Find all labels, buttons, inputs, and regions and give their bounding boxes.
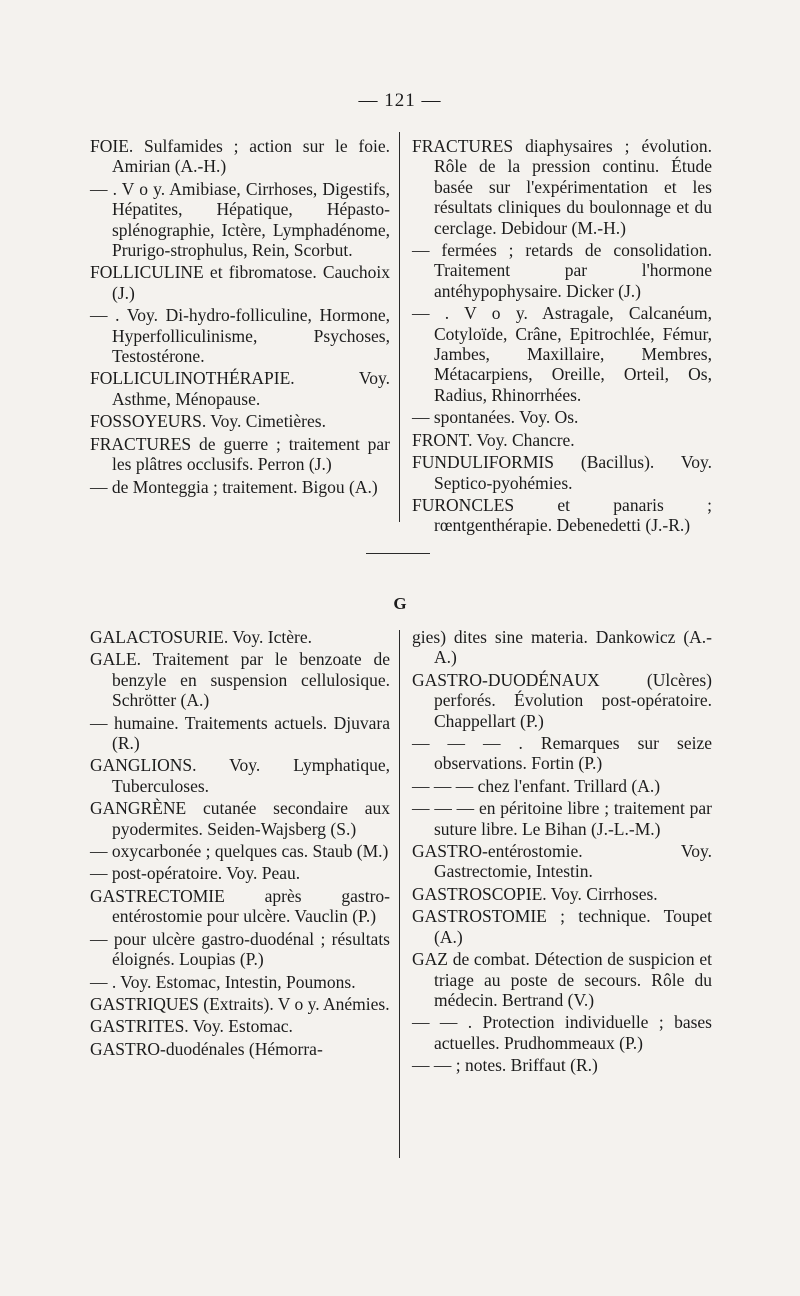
- index-entry: — — — . Remarques sur seize observations. Fortin (P.): [412, 733, 712, 774]
- index-entry: — . V o y. Amibiase, Cirrhoses, Digestifs, Hépatites, Hépatique, Hépasto-splénographie, Ictère, Lymphadénome, Prurigo-strophulus, Rein, Scorbut.: [90, 178, 390, 261]
- index-entry: FOIE. Sulfamides ; action sur le foie. Amirian (A.-H.): [90, 136, 390, 177]
- index-entry: gies) dites sine materia. Dankowicz (A.-A.): [412, 627, 712, 668]
- index-entry: GALACTOSURIE. Voy. Ictère.: [90, 627, 312, 647]
- index-entry: — — ; notes. Briffaut (R.): [412, 1055, 598, 1076]
- index-entry: GASTRO-entérostomie. Voy. Gastrectomie, Intestin.: [412, 841, 712, 882]
- index-entry: GASTROSCOPIE. Voy. Cirrhoses.: [412, 883, 658, 904]
- section-divider: [366, 553, 430, 554]
- index-entry: — pour ulcère gastro-duodénal ; résultats éloignés. Loupias (P.): [90, 928, 390, 970]
- index-entry: FOSSOYEURS. Voy. Cimetières.: [90, 411, 326, 432]
- index-entry: GALE. Traitement par le benzoate de benzyle en suspension cellulosique. Schrötter (A.): [90, 649, 390, 711]
- index-entry: GASTROSTOMIE ; technique. Toupet (A.): [412, 906, 712, 947]
- index-entry: GASTRO-DUODÉNAUX (Ulcères) perforés. Évolution post-opératoire. Chappellart (P.): [412, 669, 712, 731]
- index-entry: — humaine. Traitements actuels. Djuvara (R.): [90, 712, 390, 754]
- index-entry: — — . Protection individuelle ; bases actuelles. Prudhommeaux (P.): [412, 1012, 712, 1053]
- section-letter: G: [393, 594, 407, 613]
- index-entry: — . V o y. Astragale, Calcanéum, Cotyloïde, Crâne, Epitrochlée, Fémur, Jambes, Maxillaire, Membres, Métacarpiens, Oreille, Orteil, Os, Radius, Rhinorrhées.: [412, 303, 712, 405]
- index-entry: FOLLICULINE et fibromatose. Cauchoix (J.): [90, 262, 390, 303]
- index-entry: — . Voy. Di-hydro-folliculine, Hormone, Hyperfolliculinisme, Psychoses, Testostérone.: [90, 305, 390, 367]
- index-entry: FRACTURES diaphysaires ; évolution. Rôle de la pression continu. Étude basée sur l'expérimentation et les résultats cliniques du boulonnage et du cerclage. Debidour (M.-H.): [412, 136, 712, 238]
- index-entry: — oxycarbonée ; quelques cas. Staub (M.): [90, 841, 389, 862]
- index-entry: FRONT. Voy. Chancre.: [412, 429, 575, 450]
- index-entry: GASTRECTOMIE après gastro-entérostomie pour ulcère. Vauclin (P.): [90, 885, 390, 927]
- index-entry: FURONCLES et panaris ; rœntgenthérapie. Debenedetti (J.-R.): [412, 494, 712, 536]
- index-entry: GANGLIONS. Voy. Lymphatique, Tuberculoses.: [90, 755, 390, 796]
- column-top-left: [90, 136, 390, 499]
- index-entry: GASTRO-duodénales (Hémorra-: [90, 1038, 323, 1059]
- column-divider-bottom: [399, 630, 400, 1158]
- index-entry: GASTRIQUES (Extraits). V o y. Anémies.: [90, 993, 390, 1014]
- index-entry: — fermées ; retards de consolidation. Traitement par l'hormone antéhypophysaire. Dicker (J.): [412, 240, 712, 301]
- index-entry: — . Voy. Estomac, Intestin, Poumons.: [90, 971, 356, 992]
- index-entry: FUNDULIFORMIS (Bacillus). Voy. Septico-pyohémies.: [412, 452, 712, 493]
- column-top-right: [412, 136, 712, 538]
- column-bottom-right: [412, 627, 712, 1078]
- index-entry: FRACTURES de guerre ; traitement par les plâtres occlusifs. Perron (J.): [90, 433, 390, 475]
- page-number: — 121 —: [358, 90, 442, 111]
- index-entry: GANGRÈNE cutanée secondaire aux pyodermites. Seiden-Wajsberg (S.): [90, 798, 390, 839]
- index-entry: FOLLICULINOTHÉRAPIE. Voy. Asthme, Ménopause.: [90, 368, 390, 409]
- column-bottom-left: [90, 627, 390, 1061]
- index-entry: — — — en péritoine libre ; traitement par suture libre. Le Bihan (J.-L.-M.): [412, 798, 712, 839]
- index-entry: — — — chez l'enfant. Trillard (A.): [412, 775, 661, 796]
- index-entry: — spontanées. Voy. Os.: [412, 407, 579, 428]
- index-entry: — post-opératoire. Voy. Peau.: [90, 863, 301, 884]
- index-entry: — de Monteggia ; traitement. Bigou (A.): [90, 476, 378, 497]
- index-entry: GASTRITES. Voy. Estomac.: [90, 1016, 293, 1037]
- index-entry: GAZ de combat. Détection de suspicion et triage au poste de secours. Rôle du médecin. Bertrand (V.): [412, 949, 712, 1010]
- column-divider-top: [399, 132, 400, 522]
